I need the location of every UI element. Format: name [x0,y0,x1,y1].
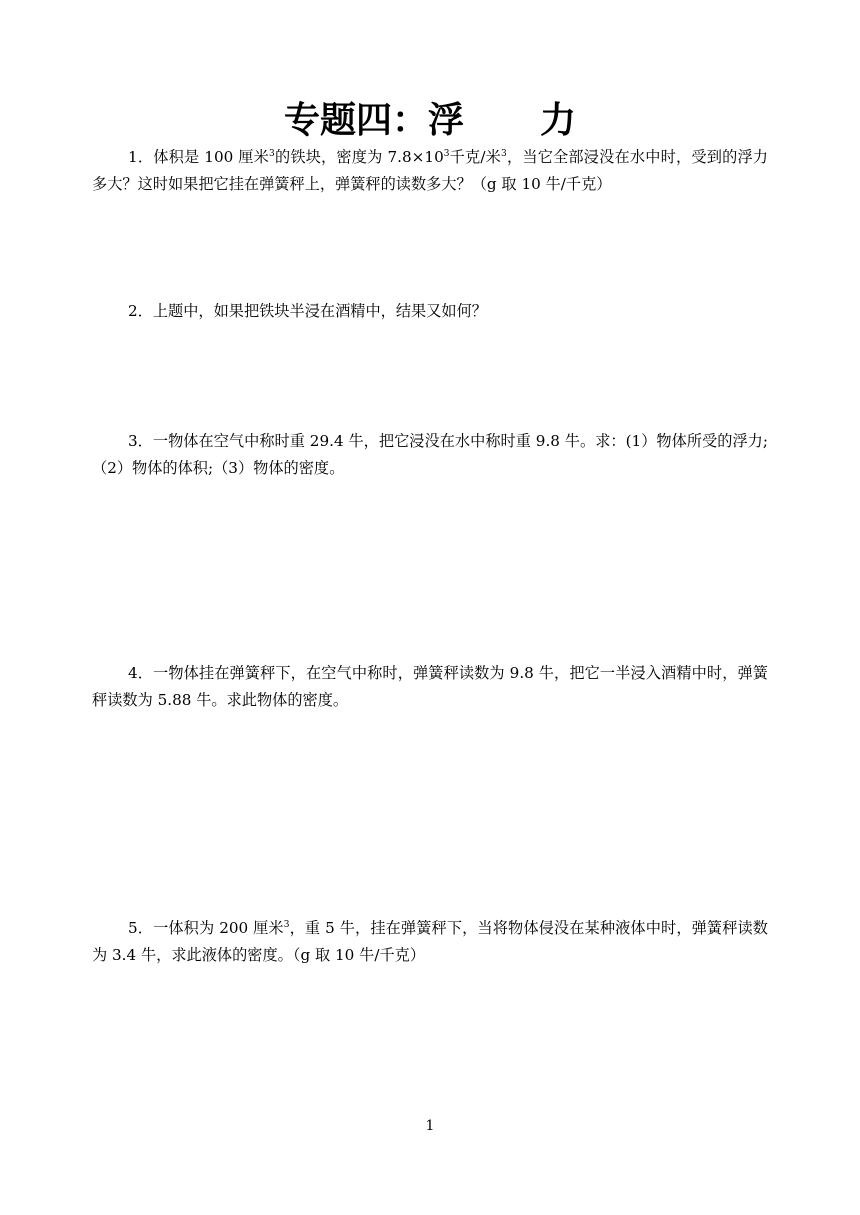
question-4: 4．一物体挂在弹簧秤下，在空气中称时，弹簧秤读数为 9.8 牛，把它一半浸入酒精中时，弹簧秤读数为 5.88 牛。求此物体的密度。 [92,664,768,709]
question-5-seg1: 5．一体积为 200 厘米 [128,919,284,937]
question-1-seg3: 千克/米 [449,148,502,166]
question-1-sup2: 3 [443,149,450,159]
question-2: 2．上题中，如果把铁块半浸在酒精中，结果又如何？ [128,302,487,320]
page-number: 1 [425,1118,435,1134]
page-title [0,96,860,144]
question-5-seg2: ，重 5 牛，挂在弹簧秤下，当将物体侵没在某种液体中时，弹簧秤读数为 3.4 牛，求此液体的密度。（g 取 10 牛/千克） [92,919,768,964]
question-1-sup3: 3 [501,149,507,159]
question-5-sup1: 3 [283,920,290,930]
title-part2: 力 [540,99,577,141]
question-1-sup1: 3 [269,149,275,159]
question-1-seg4: ，当它全部浸没在水中时，受到的浮力多大？这时如果把它挂在弹簧秤上，弹簧秤的读数多大？（g 取 10 牛/千克） [92,148,768,193]
question-1 [92,144,768,198]
question-5 [92,915,768,969]
question-3: 3．一物体在空气中称时重 29.4 牛，把它浸没在水中称时重 9.8 牛。求：(1）物体所受的浮力;（2）物体的体积;（3）物体的密度。 [92,432,768,477]
question-1-seg1: 1．体积是 100 厘米 [128,148,270,166]
title-part1: 专题四：浮 [283,99,464,141]
question-1-seg2: 的铁块，密度为 7.8×10 [274,148,444,166]
